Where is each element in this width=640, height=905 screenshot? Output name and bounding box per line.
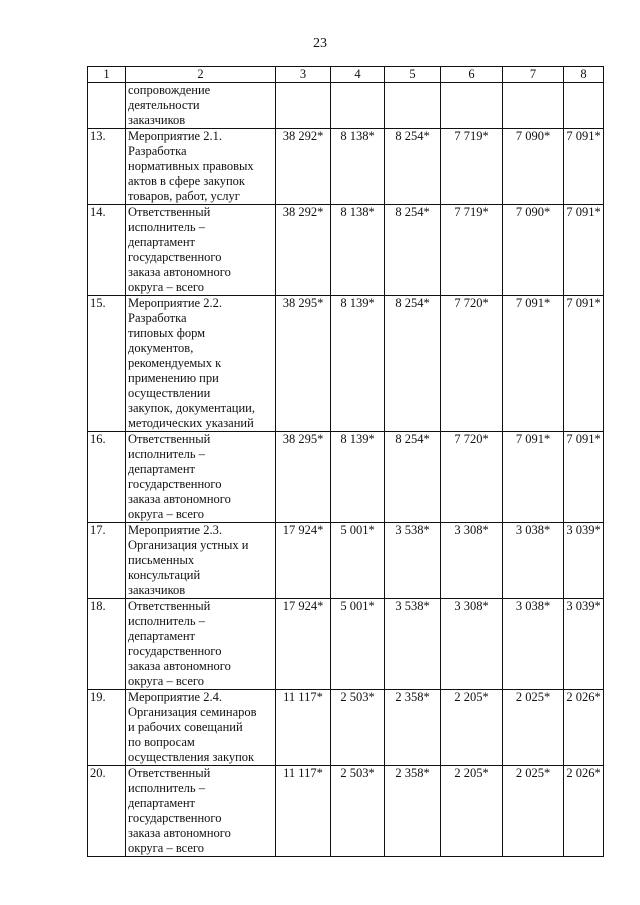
value-cell: 38 295* <box>276 432 331 523</box>
value-cell: 3 308* <box>441 599 503 690</box>
value-cell: 2 503* <box>331 766 385 857</box>
value-cell: 2 503* <box>331 690 385 766</box>
value-cell: 17 924* <box>276 523 331 599</box>
value-cell: 8 254* <box>385 296 441 432</box>
value-cell: 5 001* <box>331 599 385 690</box>
value-cell: 3 039* <box>564 599 604 690</box>
header-cell: 8 <box>564 67 604 83</box>
table-row <box>88 129 604 205</box>
page-number: 23 <box>313 36 327 51</box>
value-cell: 2 358* <box>385 690 441 766</box>
value-cell: 3 538* <box>385 523 441 599</box>
row-description: сопровождение деятельности заказчиков <box>126 83 276 129</box>
header-cell: 4 <box>331 67 385 83</box>
row-description: Мероприятие 2.3. Организация устных и письменных консультаций заказчиков <box>126 523 276 599</box>
row-description: Ответственный исполнитель – департамент государственного заказа автономного округа – всего <box>126 766 276 857</box>
value-cell: 8 139* <box>331 432 385 523</box>
value-cell: 7 719* <box>441 129 503 205</box>
row-number: 19. <box>88 690 126 766</box>
value-cell: 2 026* <box>564 766 604 857</box>
value-cell: 7 091* <box>564 432 604 523</box>
value-cell <box>441 83 503 129</box>
value-cell: 3 039* <box>564 523 604 599</box>
value-cell <box>564 83 604 129</box>
table-row <box>88 83 604 129</box>
value-cell: 2 205* <box>441 766 503 857</box>
row-description: Ответственный исполнитель – департамент государственного заказа автономного округа – всего <box>126 599 276 690</box>
value-cell: 8 254* <box>385 432 441 523</box>
header-cell: 7 <box>503 67 564 83</box>
row-number: 16. <box>88 432 126 523</box>
value-cell: 3 308* <box>441 523 503 599</box>
value-cell: 8 138* <box>331 205 385 296</box>
value-cell: 38 295* <box>276 296 331 432</box>
value-cell: 7 091* <box>564 296 604 432</box>
row-number: 15. <box>88 296 126 432</box>
row-description: Мероприятие 2.1. Разработка нормативных правовых актов в сфере закупок товаров, работ, услуг <box>126 129 276 205</box>
header-cell: 6 <box>441 67 503 83</box>
value-cell: 2 025* <box>503 690 564 766</box>
value-cell: 8 254* <box>385 129 441 205</box>
row-description: Ответственный исполнитель – департамент государственного заказа автономного округа – всего <box>126 432 276 523</box>
value-cell: 7 719* <box>441 205 503 296</box>
header-cell: 5 <box>385 67 441 83</box>
value-cell: 3 038* <box>503 523 564 599</box>
header-cell: 1 <box>88 67 126 83</box>
value-cell <box>385 83 441 129</box>
value-cell: 7 091* <box>564 129 604 205</box>
value-cell: 8 139* <box>331 296 385 432</box>
value-cell: 8 254* <box>385 205 441 296</box>
budget-table <box>87 66 604 857</box>
row-number: 17. <box>88 523 126 599</box>
value-cell: 38 292* <box>276 205 331 296</box>
row-number: 18. <box>88 599 126 690</box>
table-row <box>88 766 604 857</box>
value-cell: 7 720* <box>441 432 503 523</box>
value-cell: 7 091* <box>564 205 604 296</box>
value-cell: 7 090* <box>503 205 564 296</box>
row-number: 14. <box>88 205 126 296</box>
value-cell: 2 025* <box>503 766 564 857</box>
value-cell: 2 026* <box>564 690 604 766</box>
header-row <box>88 67 604 83</box>
row-number: 20. <box>88 766 126 857</box>
value-cell: 5 001* <box>331 523 385 599</box>
row-description: Ответственный исполнитель – департамент государственного заказа автономного округа – всего <box>126 205 276 296</box>
value-cell: 38 292* <box>276 129 331 205</box>
value-cell <box>276 83 331 129</box>
value-cell: 7 090* <box>503 129 564 205</box>
value-cell: 2 358* <box>385 766 441 857</box>
row-number <box>88 83 126 129</box>
row-description: Мероприятие 2.4. Организация семинаров и рабочих совещаний по вопросам осуществления закупок <box>126 690 276 766</box>
value-cell: 3 538* <box>385 599 441 690</box>
table-row <box>88 205 604 296</box>
value-cell: 7 720* <box>441 296 503 432</box>
table-row <box>88 296 604 432</box>
header-cell: 2 <box>126 67 276 83</box>
header-cell: 3 <box>276 67 331 83</box>
value-cell: 7 091* <box>503 296 564 432</box>
value-cell: 17 924* <box>276 599 331 690</box>
value-cell: 11 117* <box>276 690 331 766</box>
value-cell: 8 138* <box>331 129 385 205</box>
table-row <box>88 432 604 523</box>
table-row <box>88 523 604 599</box>
row-description: Мероприятие 2.2. Разработка типовых форм документов, рекомендуемых к применению при осуществлении закупок, документации, методических указаний <box>126 296 276 432</box>
value-cell: 3 038* <box>503 599 564 690</box>
row-number: 13. <box>88 129 126 205</box>
value-cell <box>331 83 385 129</box>
value-cell <box>503 83 564 129</box>
value-cell: 11 117* <box>276 766 331 857</box>
table-row <box>88 690 604 766</box>
table-row <box>88 599 604 690</box>
value-cell: 2 205* <box>441 690 503 766</box>
value-cell: 7 091* <box>503 432 564 523</box>
